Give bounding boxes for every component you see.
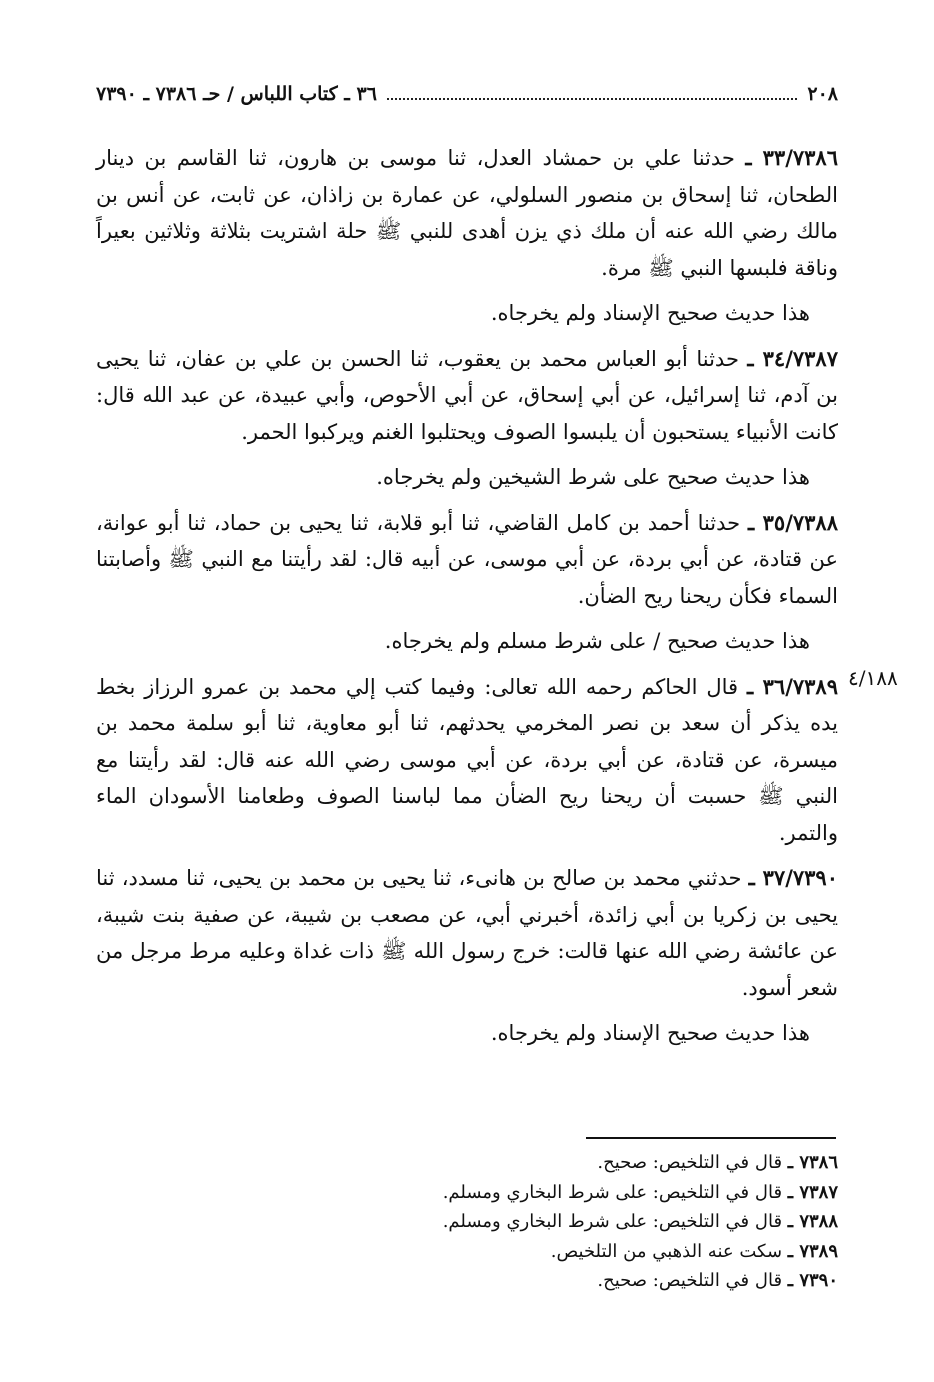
verdict-paragraph (96, 295, 838, 332)
footnote-number: ٧٣٨٩ ـ (787, 1240, 838, 1262)
footnote-item (96, 1266, 838, 1296)
hadith-paragraph (96, 505, 838, 615)
margin-reference: ٤/١٨٨ (848, 666, 898, 690)
hadith-paragraph (96, 669, 838, 852)
footnote-number: ٧٣٩٠ ـ (787, 1270, 838, 1291)
footnote-number: ٧٣٨٦ ـ (787, 1152, 838, 1173)
footnote-number: ٧٣٨٨ ـ (787, 1211, 838, 1232)
verdict-text: هذا حديث صحيح / على شرط مسلم ولم يخرجاه. (384, 629, 810, 653)
verdict-paragraph (96, 623, 838, 660)
hadith-text: قال الحاكم رحمه الله تعالى: وفيما كتب إلي محمد بن عمرو الرزاز بخط يده يذكر أن سعد بن نصر المخرمي يحدثهم، ثنا أبو معاوية، ثنا أبو سلمة محمد بن ميسرة، عن قتادة، عن أبي بردة، عن أبي موسى رضي الله عنه قال: لقد رأيتنا مع النبي ﷺ حسبت أن ريحنا ريح الضأن مما لباسنا الصوف وطعامنا الأسودان الماء والتمر. (96, 674, 838, 845)
hadith-text: حدثنا أحمد بن كامل القاضي، ثنا أبو قلابة، ثنا يحيى بن حماد، ثنا أبو عوانة، عن قتادة، عن أبي بردة، عن أبي موسى، عن أبيه قال: لقد رأيتنا مع النبي ﷺ وأصابتنا السماء فكأن ريحنا ريح الضأن. (96, 510, 838, 608)
verdict-text: هذا حديث صحيح الإسناد ولم يخرجاه. (490, 301, 810, 325)
main-text (96, 140, 838, 1061)
footnote-text: قال في التلخيص: على شرط البخاري ومسلم. (442, 1181, 788, 1203)
verdict-paragraph (96, 1015, 838, 1052)
hadith-paragraph (96, 140, 838, 286)
footnote-item (96, 1207, 838, 1237)
hadith-text: حدثنا أبو العباس محمد بن يعقوب، ثنا الحسن بن علي بن عفان، ثنا يحيى بن آدم، ثنا إسرائيل، عن أبي إسحاق، عن أبي الأحوص، وأبي عبيدة، عن عبد الله قال: كانت الأنبياء يستحبون أن يلبسوا الصوف ويحتلبوا الغنم ويركبوا الحمر. (96, 346, 838, 444)
hadith-text: حدثنا علي بن حمشاد العدل، ثنا موسى بن هارون، ثنا القاسم بن دينار الطحان، ثنا إسحاق بن منصور السلولي، عن عمارة بن زاذان، عن ثابت، عن أنس بن مالك رضي الله عنه أن ملك ذي يزن أهدى للنبي ﷺ حلة اشتريت بثلاثة وثلاثين بعيراً وناقة فلبسها النبي ﷺ مرة. (96, 146, 838, 280)
footnote-item (96, 1237, 838, 1267)
footnotes (96, 1148, 838, 1296)
verdict-text: هذا حديث صحيح الإسناد ولم يخرجاه. (490, 1021, 810, 1045)
footnote-text: قال في التلخيص: صحيح. (597, 1270, 788, 1291)
footnote-text: قال في التلخيص: على شرط البخاري ومسلم. (442, 1211, 788, 1232)
hadith-number: ٣٥/٧٣٨٨ ـ (748, 509, 838, 535)
dotted-leader (387, 88, 797, 100)
footnote-item (96, 1178, 838, 1208)
footnote-text: سكت عنه الذهبي من التلخيص. (550, 1240, 788, 1262)
page-header (96, 78, 838, 110)
running-title: ٣٦ ـ كتاب اللباس / حـ ٧٣٨٦ ـ ٧٣٩٠ (96, 83, 377, 105)
hadith-number: ٣٧/٧٣٩٠ ـ (748, 865, 838, 890)
footnote-number: ٧٣٨٧ ـ (787, 1181, 838, 1203)
hadith-paragraph (96, 341, 838, 451)
footnote-separator (586, 1137, 836, 1139)
hadith-paragraph (96, 860, 838, 1006)
hadith-number: ٣٦/٧٣٨٩ ـ (746, 673, 838, 699)
hadith-text: حدثني محمد بن صالح بن هانىء، ثنا يحيى بن محمد بن يحيى، ثنا مسدد، ثنا يحيى بن زكريا بن أبي زائدة، أخبرني أبي، عن مصعب بن شيبة، عن صفية بنت شيبة، عن عائشة رضي الله عنها قالت: خرج رسول الله ﷺ ذات غداة وعليه مرط مرجل من شعر أسود. (96, 866, 838, 1000)
verdict-text: هذا حديث صحيح على شرط الشيخين ولم يخرجاه. (376, 465, 810, 489)
page-number: ٢٠٨ (807, 83, 838, 105)
footnote-item (96, 1148, 838, 1178)
hadith-number: ٣٣/٧٣٨٦ ـ (745, 145, 838, 170)
hadith-number: ٣٤/٧٣٨٧ ـ (747, 345, 838, 371)
verdict-paragraph (96, 459, 838, 496)
footnote-text: قال في التلخيص: صحيح. (597, 1152, 788, 1173)
